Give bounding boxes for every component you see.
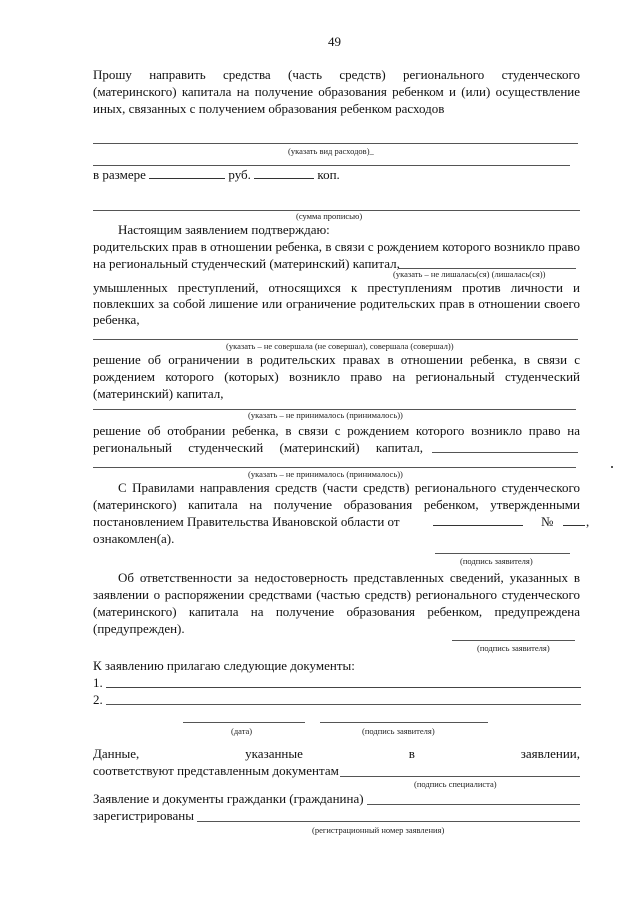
resp-line: Об ответственности за недостоверность представленных сведений, указанных в — [118, 570, 580, 585]
attachment-2-field[interactable] — [106, 704, 581, 705]
rules-line: ознакомлен(а). — [93, 531, 175, 546]
signature-caption: (подпись заявителя) — [460, 556, 533, 566]
attachment-1-field[interactable] — [106, 687, 581, 688]
sum-caption: (сумма прописью) — [296, 211, 363, 221]
kop-field[interactable] — [254, 167, 314, 179]
number-sign: № — [541, 514, 554, 529]
speck — [611, 466, 613, 468]
expense-caption: (указать вид расходов)_ — [288, 146, 374, 156]
rub-label: руб. — [228, 167, 251, 182]
signature-caption: (подпись заявителя) — [362, 726, 435, 736]
date-caption: (дата) — [231, 726, 253, 736]
confirm-line: (материнский) капитал, — [93, 386, 224, 401]
specialist-signature-field[interactable] — [340, 776, 580, 777]
verification-line: Данные, указанные в заявлении, — [93, 746, 580, 761]
attachment-2-label: 2. — [93, 692, 103, 707]
request-line: Прошу направить средства (часть средств) регионального студенческого — [93, 67, 580, 82]
confirm-line: на региональный студенческий (материнский) капитал, — [93, 256, 400, 271]
confirm-line: решение об отобрании ребенка, в связи с рождением которого возникло право на — [93, 423, 580, 438]
date-field[interactable] — [183, 722, 305, 723]
decree-number-field[interactable] — [563, 514, 585, 526]
specialist-caption: (подпись специалиста) — [414, 779, 497, 789]
kop-label: коп. — [317, 167, 340, 182]
rub-field[interactable] — [149, 167, 225, 179]
comma: , — [586, 514, 590, 529]
citizen-field[interactable] — [367, 804, 580, 805]
signature-field[interactable] — [435, 553, 570, 554]
p2-caption: (указать – не совершала (не совершал), совершала (совершал)) — [226, 341, 454, 351]
removal-field[interactable] — [432, 452, 578, 453]
verification-line: Заявление и документы гражданки (гражданина) — [93, 791, 364, 806]
expense-field[interactable] — [93, 143, 578, 144]
resp-line: (предупрежден). — [93, 621, 185, 636]
attachment-1-label: 1. — [93, 675, 103, 690]
confirm-line: умышленных преступлений, относящихся к преступлениям против личности и — [93, 280, 580, 295]
verification-line: зарегистрированы — [93, 808, 194, 823]
request-line: иных, связанных с получением образования ребенком расходов — [93, 101, 445, 116]
registration-number-field[interactable] — [197, 821, 580, 822]
p3-caption: (указать – не принималось (принималось)) — [248, 410, 403, 420]
confirm-line-text: региональный студенческий (материнский) капитал, — [93, 440, 423, 455]
rules-line: С Правилами направления средств (части средств) регионального студенческого — [118, 480, 580, 495]
amount-label: в размере — [93, 167, 146, 182]
removal-field-2[interactable] — [93, 467, 576, 468]
decree-date-field[interactable] — [433, 514, 523, 526]
expense-field-2[interactable] — [93, 165, 570, 166]
confirm-line: ребенка, — [93, 312, 140, 327]
signature-field[interactable] — [452, 640, 575, 641]
p1-caption: (указать – не лишалась(ся) (лишалась(ся)) — [393, 269, 546, 279]
resp-line: (материнского) капитала на получение образования ребенком, предупреждена — [93, 604, 580, 619]
confirm-line: рождением которого (которых) возникло право на региональный студенческий — [93, 369, 580, 384]
confirm-line: решение об ограничении в родительских правах в отношении ребенка, в связи с — [93, 352, 580, 367]
confirm-line: повлекших за собой лишение или ограничение родительских прав в отношении своего — [93, 296, 580, 311]
confirm-title: Настоящим заявлением подтверждаю: — [118, 222, 330, 237]
resp-line: заявлении о распоряжении средствами (частью средств) регионального студенческого — [93, 587, 580, 602]
rules-line — [93, 514, 590, 530]
confirm-line — [93, 440, 423, 456]
crimes-field[interactable] — [93, 339, 578, 340]
amount-row — [93, 167, 580, 183]
page-number: 49 — [328, 34, 341, 49]
rules-line-text: постановлением Правительства Ивановской области от — [93, 514, 400, 529]
verification-line: соответствуют представленным документам — [93, 763, 339, 778]
rules-line: (материнского) капитала на получение образования ребенком, утвержденными — [93, 497, 580, 512]
signature-caption: (подпись заявителя) — [477, 643, 550, 653]
confirm-line: родительских прав в отношении ребенка, в связи с рождением которого возникло право — [93, 239, 580, 254]
registration-caption: (регистрационный номер заявления) — [312, 825, 445, 835]
attachments-title: К заявлению прилагаю следующие документы: — [93, 658, 355, 673]
signature-field[interactable] — [320, 722, 488, 723]
p4-caption: (указать – не принималось (принималось)) — [248, 469, 403, 479]
request-line: (материнского) капитала на получение образования ребенком и (или) осуществление — [93, 84, 580, 99]
